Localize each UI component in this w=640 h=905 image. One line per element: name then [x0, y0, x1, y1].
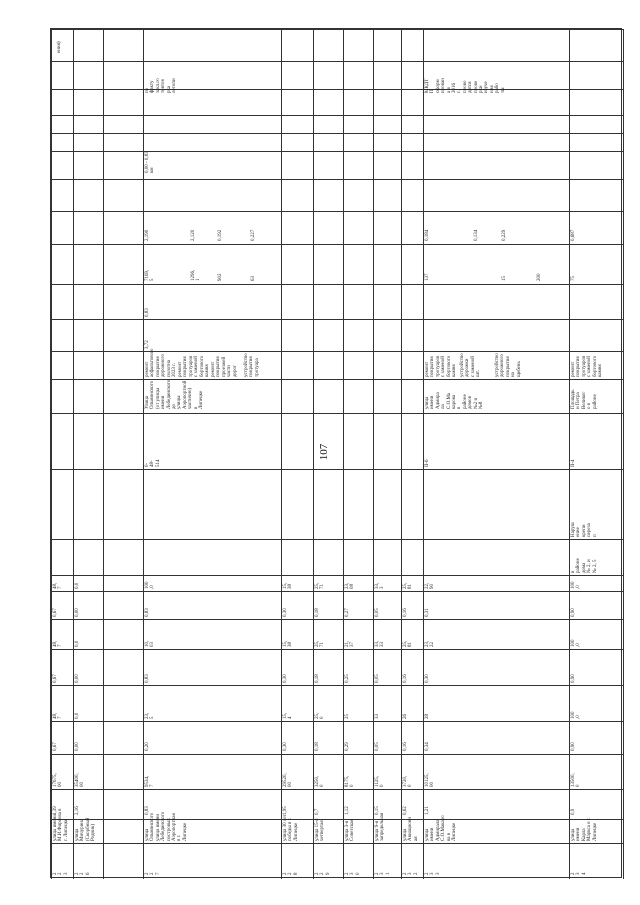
cell-c3: 0,34	[425, 742, 430, 751]
cell-c7: 0,83	[145, 608, 150, 617]
cell-c4: 26	[403, 714, 408, 719]
cell-c3: 0,00	[75, 742, 80, 751]
cell-nums: 2 2 7	[145, 872, 161, 875]
cell-c3: 0,29	[345, 742, 350, 751]
cell-c3: 0,05	[375, 742, 380, 751]
cell-work3: устройство дорожного покрытия на щебень	[495, 353, 522, 377]
cell-c3: 0,20	[145, 742, 150, 751]
cell-c5: 0,90	[571, 674, 576, 683]
cell-c6: 10, 03	[145, 640, 156, 647]
cell-work1: ремонт асфальтового покрытия дорожного полотна 2023 г.	[145, 348, 178, 377]
cell-v1: 3,72	[145, 340, 150, 349]
cell-c7: 0,05	[375, 608, 380, 617]
cell-v2: 0,83	[145, 308, 150, 317]
cell-c4: 25, 0	[315, 712, 326, 719]
cell-nums: 2 2 6	[75, 872, 91, 875]
cell-nums: 2 2 8	[283, 872, 299, 875]
cell-v6: 200	[537, 273, 542, 281]
cell-c4: 15, 4	[283, 712, 294, 719]
cell-c6: 0,0	[75, 640, 80, 647]
cell-c8: 22, 90	[425, 582, 436, 589]
cell-n1: II-6	[425, 459, 430, 467]
cell-c1: 0,9	[571, 808, 576, 815]
cell-c6: 15, 38	[283, 640, 294, 647]
cell-work1: ремонт покрытия тротуаров с заменой бортового камня	[571, 355, 604, 377]
cell-c4: 48, 7	[53, 712, 64, 719]
cell-name: улица 15-я четвертая	[315, 818, 326, 841]
cell-c3: 0,18	[315, 742, 320, 751]
cell-c8: 33, 3	[375, 582, 386, 589]
cell-c5: 0,30	[425, 674, 430, 683]
cell-c7: 0,67	[53, 608, 58, 617]
cell-c1: 1,12	[345, 806, 350, 815]
cell-c8: 100 ,0	[145, 581, 156, 589]
cell-c6: 23, 22	[425, 640, 436, 647]
cell-c5: 0,00	[75, 674, 80, 683]
cell-c1: 1,39	[53, 806, 58, 815]
cell-c8: 25, 71	[315, 582, 326, 589]
cell-c2: 13500, 0	[571, 773, 582, 787]
cell-nums: 2 3 2	[403, 872, 419, 875]
cell-nums: 2 3 0	[345, 872, 361, 875]
cell-c2: 3250, 0	[315, 775, 326, 787]
cell-c7: 0,90	[571, 608, 576, 617]
cell-c5: 0,16	[403, 674, 408, 683]
cell-v3: 75	[571, 276, 576, 281]
cell-c7: 0,27	[345, 608, 350, 617]
cell-foot: 0,00 - 0,83 км	[145, 151, 156, 173]
cell-c2: 10125, 00	[425, 773, 436, 787]
cell-v7: 0,687	[571, 229, 576, 241]
cell-right: МКДТ П сформ ирован а в 2016 г., прово дятся прове рки изуче ния рабо ты	[425, 78, 506, 93]
cell-v3: 7169, 5	[145, 269, 156, 281]
cell-v8: 2,120	[191, 229, 197, 241]
cell-c2: 35400, 00	[75, 773, 86, 787]
cell-c6: 25, 81	[403, 640, 414, 647]
cell-v7: 2,190	[145, 229, 150, 241]
cell-c2: 9534, 7	[145, 775, 156, 787]
cell-work3: ремонт покрытия проезжей части дорог	[211, 356, 238, 377]
cell-c4: 100 ,0	[571, 711, 582, 719]
cell-v4: 1296, 1	[191, 269, 202, 281]
cell-c7: 0,18	[315, 608, 320, 617]
cell-c6: 33, 33	[375, 640, 386, 647]
cell-name: улица Мичурина (Скорбный Родник)	[75, 817, 97, 841]
cell-c4: 33	[375, 714, 380, 719]
cell-right: по факту закл.го товтов рка летопи	[145, 78, 178, 93]
cell-name: улица имени М.И.Фирсова в г. Липецке	[53, 808, 69, 841]
cell-v5: 902	[217, 273, 223, 281]
cell-c5: 0,30	[283, 674, 288, 683]
cell-extra1: в районе дома № 2, и № 2, 5	[571, 558, 598, 573]
cell-c6: 48, 7	[53, 640, 64, 647]
cell-v6: 63	[250, 276, 256, 281]
cell-name: улица Ольминского улица имени Лебединского постровых Аэропортная в г. Липецке	[145, 811, 188, 841]
cell-c6: 25, 71	[315, 640, 326, 647]
cell-c8: 15, 38	[283, 582, 294, 589]
cell-c1: 0,15	[375, 806, 380, 815]
cell-work1: ремонт покрытия тротуаров с заменой бортового камня	[425, 355, 458, 377]
cell-c1: 0,83	[145, 806, 150, 815]
cell-addr: улица имени Адмира ла С.О.Ма карова в районе домов №2 и №8	[425, 392, 485, 409]
cell-name: улица 3-я Советская	[345, 819, 356, 841]
cell-c1: 0,7	[315, 808, 320, 815]
cell-nums: 2 3 1	[375, 872, 391, 875]
cell-v8: 0,134	[474, 229, 479, 241]
cell-addr: Площадь и Петра Великог о в районе	[571, 389, 598, 409]
cell-c2: 1125, 0	[375, 775, 386, 787]
cell-c3: 0,67	[53, 742, 58, 751]
cell-work2: ремонт покрытия тротуаров с заменой бортового камня	[178, 355, 211, 377]
cell-c4: 28	[425, 714, 430, 719]
cell-c5: 0,25	[345, 674, 350, 683]
cell-name: улица имени Адмирала С.О.Макаро ва в Липецке	[425, 815, 458, 841]
page-number: 107	[318, 443, 330, 461]
data-table	[50, 28, 622, 878]
cell-c1: 2,16	[75, 806, 80, 815]
cell-c5: 0,05	[375, 674, 380, 683]
cell-c2: 17675, 00	[53, 773, 64, 787]
header-label: ения)	[57, 41, 62, 53]
cell-nums: 2 3 3	[425, 872, 441, 875]
cell-c4: 23, 5	[145, 712, 156, 719]
cell-addr: Улица Ольминского (от улицы имени Лебединского до улицы Аэропортной частично) в Липецке	[145, 379, 205, 409]
cell-c1: 0,62	[403, 806, 408, 815]
cell-c5: 0,83	[145, 674, 150, 683]
cell-c6: 21, 37	[345, 640, 356, 647]
cell-c2: 3720, 0	[403, 775, 414, 787]
cell-c3: 0,16	[403, 742, 408, 751]
cell-c7: 0,31	[425, 608, 430, 617]
cell-c8: 0,0	[75, 582, 80, 589]
cell-nums: 2 2 3	[53, 872, 69, 875]
cell-c1: 1,21	[425, 806, 430, 815]
cell-c6: 100 ,0	[571, 639, 582, 647]
cell-v10: 0,227	[250, 229, 256, 241]
cell-c2: 8175, 0	[345, 775, 356, 787]
cell-c5: 0,18	[315, 674, 320, 683]
cell-c7: 0,16	[403, 608, 408, 617]
cell-c3: 0,90	[571, 742, 576, 751]
cell-c5: 0,67	[53, 674, 58, 683]
cell-work4: устройство покрытия тротуара	[244, 353, 260, 377]
cell-name: улица 9-я запредельная	[375, 812, 386, 841]
cell-c8: 48, 7	[53, 582, 64, 589]
cell-c1: 1,95	[283, 806, 288, 815]
cell-n1: 0- 48- 514	[145, 459, 161, 467]
cell-c7: 0,00	[75, 608, 80, 617]
cell-c4: 25	[345, 714, 350, 719]
cell-c2: 29520, 00	[283, 773, 294, 787]
cell-name: улица 30 лет победы в г. Липецке	[283, 814, 299, 841]
cell-v3: 137	[425, 273, 430, 281]
cell-v5: 15	[502, 276, 507, 281]
cell-c8: 23, 08	[345, 582, 356, 589]
cell-extra2: Наруш ение крепи переза п	[571, 522, 598, 537]
cell-v9: 0,192	[217, 229, 223, 241]
cell-nums: 2 3 4	[571, 872, 587, 875]
cell-c8: 100 ,0	[571, 581, 582, 589]
cell-name: улица Авиационн ая	[403, 816, 419, 841]
cell-n1: II-4	[571, 459, 576, 467]
cell-name: улица имени Карла Маркса в г. Липецке	[571, 817, 598, 841]
cell-nums: 2 2 9	[315, 872, 331, 875]
cell-v7: 0,184	[425, 229, 430, 241]
cell-c8: 25, 81	[403, 582, 414, 589]
cell-v9: 0,229	[502, 229, 507, 241]
cell-c4: 0,0	[75, 712, 80, 719]
cell-work2: устройство дорожки с заменой шт.	[460, 353, 482, 377]
cell-c7: 0,30	[283, 608, 288, 617]
cell-c3: 0,30	[283, 742, 288, 751]
